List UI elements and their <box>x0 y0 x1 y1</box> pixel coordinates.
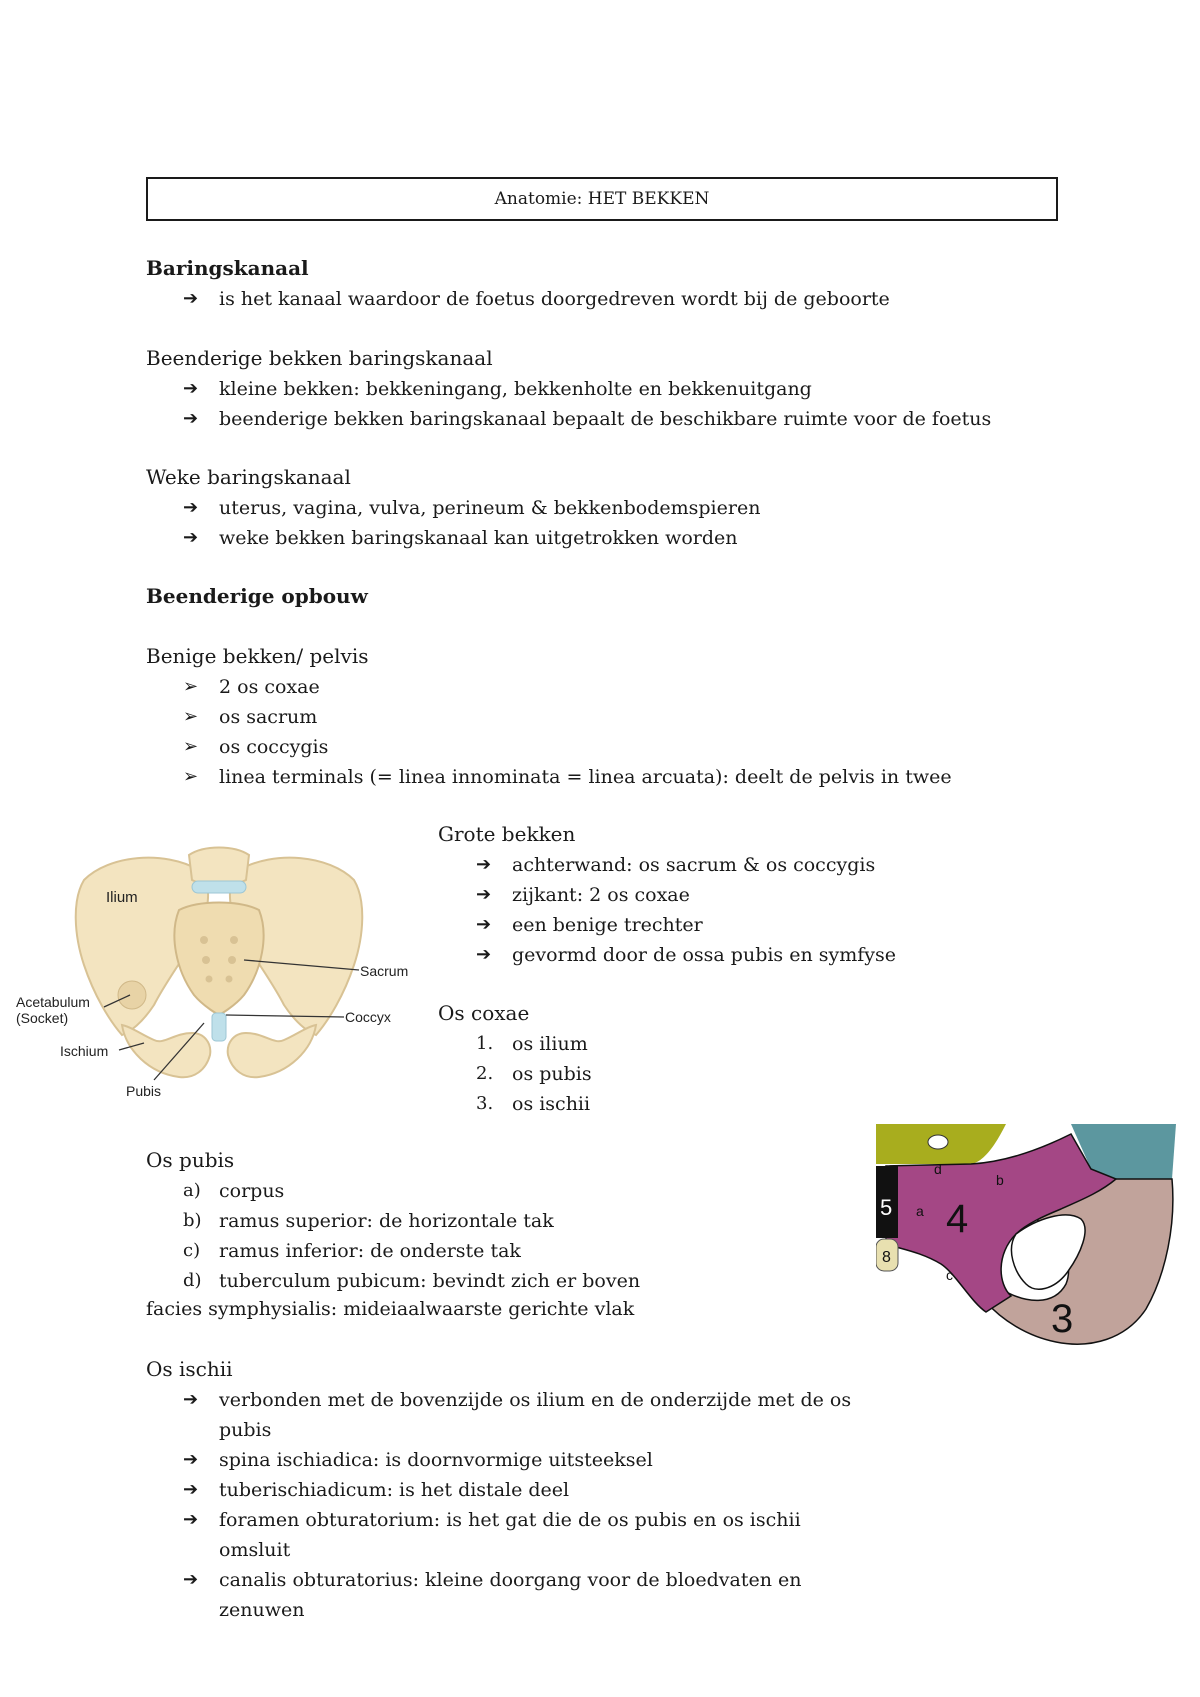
list-item: b) ramus superior: de horizontale tak <box>183 1210 554 1232</box>
list-item: d) tuberculum pubicum: bevindt zich er boven <box>183 1270 641 1292</box>
list-item: ➔ verbonden met de bovenzijde os ilium en de onderzijde met de os pubis <box>183 1385 863 1445</box>
section-heading-os-ischii: Os ischii <box>146 1357 233 1381</box>
arrow-icon: ➔ <box>476 914 492 935</box>
arrow-icon: ➔ <box>183 288 199 309</box>
label-a: a <box>916 1203 924 1219</box>
arrow-icon: ➔ <box>183 378 199 399</box>
arrow-icon: ➔ <box>476 854 492 875</box>
pelvis-illustration <box>14 845 424 1105</box>
arrow-icon: ➔ <box>183 1479 199 1500</box>
arrow-icon: ➔ <box>183 1389 199 1410</box>
list-beenderige-baringskanaal <box>183 374 1083 434</box>
section-heading-baringskanaal: Baringskanaal <box>146 256 309 280</box>
section-heading-benige-bekken: Benige bekken/ pelvis <box>146 644 369 668</box>
label-pubis: Pubis <box>126 1083 162 1099</box>
list-item: ➢ os sacrum <box>183 702 1063 732</box>
list-item: c) ramus inferior: de onderste tak <box>183 1240 521 1262</box>
lumbar-vertebra <box>189 848 249 886</box>
list-os-coxae <box>476 1029 876 1119</box>
list-item: ➔ canalis obturatorius: kleine doorgang voor de bloedvaten en zenuwen <box>183 1565 863 1625</box>
list-benige-bekken <box>183 672 1063 792</box>
acetabulum-socket <box>118 981 146 1009</box>
list-baringskanaal <box>183 284 1053 314</box>
list-item: ➢ 2 os coxae <box>183 672 1063 702</box>
label-b: b <box>996 1172 1004 1188</box>
list-item: ➢ linea terminals (= linea innominata = linea arcuata): deelt de pelvis in twee <box>183 762 1063 792</box>
facies-symphysialis-text: facies symphysialis: mideiaalwaarste gerichte vlak <box>146 1298 635 1320</box>
list-os-pubis <box>183 1176 863 1296</box>
chevron-arrow-icon: ➢ <box>183 706 199 727</box>
title-box <box>146 177 1058 221</box>
label-3: 3 <box>1051 1297 1074 1341</box>
hip-bone-diagram <box>876 1124 1176 1364</box>
section-heading-weke-baringskanaal: Weke baringskanaal <box>146 465 351 489</box>
label-sacrum: Sacrum <box>360 963 409 979</box>
list-item: ➔ gevormd door de ossa pubis en symfyse <box>476 940 1076 970</box>
list-item: ➔ uterus, vagina, vulva, perineum & bekkenbodemspieren <box>183 493 1053 523</box>
label-5: 5 <box>880 1195 893 1220</box>
arrow-icon: ➔ <box>183 1449 199 1470</box>
list-item: ➔ kleine bekken: bekkeningang, bekkenholte en bekkenuitgang <box>183 374 1083 404</box>
label-coccyx: Coccyx <box>345 1009 391 1025</box>
section-heading-beenderige-baringskanaal: Beenderige bekken baringskanaal <box>146 346 493 370</box>
page-title: Anatomie: HET BEKKEN <box>494 189 710 209</box>
list-item: ➔ is het kanaal waardoor de foetus doorgedreven wordt bij de geboorte <box>183 284 1053 314</box>
arrow-icon: ➔ <box>183 527 199 548</box>
label-c: c <box>946 1267 953 1283</box>
label-4: 4 <box>946 1197 969 1241</box>
list-item: 1. os ilium <box>476 1033 588 1055</box>
section-heading-grote-bekken: Grote bekken <box>438 822 576 846</box>
sacrum-bone <box>174 903 263 1016</box>
list-item: ➔ spina ischiadica: is doornvormige uitsteeksel <box>183 1445 863 1475</box>
list-item: ➔ weke bekken baringskanaal kan uitgetrokken worden <box>183 523 1053 553</box>
label-socket: (Socket) <box>16 1010 69 1026</box>
chevron-arrow-icon: ➢ <box>183 736 199 757</box>
chevron-arrow-icon: ➢ <box>183 766 199 787</box>
label-8: 8 <box>882 1249 891 1266</box>
list-item: ➔ zijkant: 2 os coxae <box>476 880 1076 910</box>
list-item: ➔ achterwand: os sacrum & os coccygis <box>476 850 1076 880</box>
list-item: 2. os pubis <box>476 1063 592 1085</box>
intervertebral-disc <box>192 881 246 893</box>
list-grote-bekken <box>476 850 1076 970</box>
arrow-icon: ➔ <box>183 1509 199 1530</box>
label-ischium: Ischium <box>60 1043 109 1059</box>
list-os-ischii <box>183 1385 863 1625</box>
arrow-icon: ➔ <box>476 884 492 905</box>
label-d: d <box>934 1161 942 1177</box>
list-item: a) corpus <box>183 1180 285 1202</box>
list-weke-baringskanaal <box>183 493 1053 553</box>
list-item: ➢ os coccygis <box>183 732 1063 762</box>
list-item: ➔ beenderige bekken baringskanaal bepaalt de beschikbare ruimte voor de foetus <box>183 404 1083 434</box>
arrow-icon: ➔ <box>183 408 199 429</box>
list-item: ➔ tuberischiadicum: is het distale deel <box>183 1475 863 1505</box>
label-acetabulum: Acetabulum <box>16 994 90 1010</box>
left-pubis-ischium <box>122 1025 210 1077</box>
label-ilium: Ilium <box>106 889 138 906</box>
section-heading-os-pubis: Os pubis <box>146 1148 235 1172</box>
list-item: ➔ een benige trechter <box>476 910 1076 940</box>
list-item: 3. os ischii <box>476 1093 591 1115</box>
arrow-icon: ➔ <box>183 497 199 518</box>
pelvis-bones <box>76 848 363 1078</box>
arrow-icon: ➔ <box>476 944 492 965</box>
section-heading-beenderige-opbouw: Beenderige opbouw <box>146 584 368 608</box>
pubic-symphysis <box>212 1013 226 1041</box>
chevron-arrow-icon: ➢ <box>183 676 199 697</box>
right-pubis-ischium <box>228 1025 316 1077</box>
list-item: ➔ foramen obturatorium: is het gat die de os pubis en os ischii omsluit <box>183 1505 863 1565</box>
arrow-icon: ➔ <box>183 1569 199 1590</box>
section-heading-os-coxae: Os coxae <box>438 1001 530 1025</box>
